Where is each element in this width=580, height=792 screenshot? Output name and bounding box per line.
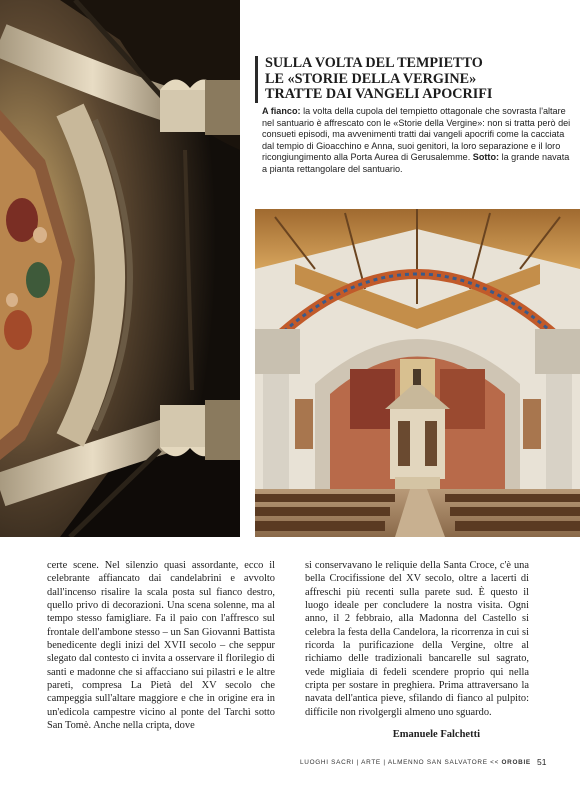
capital-top	[160, 79, 240, 135]
caption-lead-1: A fianco:	[262, 106, 301, 116]
vault-image	[0, 0, 240, 537]
caption-lead-2: Sotto:	[472, 152, 500, 163]
page-footer	[300, 759, 530, 766]
body-column-1: certe scene. Nel silenzio quasi assordante, ecco il celebrante affiancato dai candelabrini e avvolto dall'incenso risalire la scala posta sul fianco destro, quello privo di decorazioni. Una scena solenne, ma al tempo stesso famigliare. Fa il paio con l'affresco sul frontale dell'ambone stesso – un San Giovanni Battista benedicente degli inizi del XVII secolo – che seppur slegato dal contesto ci invita a osservare il florilegio di santi e madonne che si affacciano sui pilastri e le altre pareti, compresa La Pietà del XV secolo che campeggia sull'altare maggiore e che in origine era in un'edicola campestre vicino al ponte del Tarchì sotto San Tomè. Anche nella cripta, dove	[47, 560, 275, 732]
nave-photo	[255, 209, 580, 537]
footer-magazine: OROBIE	[501, 759, 531, 766]
vault-photo	[0, 0, 240, 537]
capital-bottom	[160, 400, 240, 460]
page-number: 51	[537, 757, 547, 767]
caption-text-2: la grande navata a pianta rettangolare del santuario.	[262, 152, 570, 174]
caption-text-1: la volta della cupola del tempietto ottagonale che sovrasta l'altare nel santuario è affrescato con le «Storie della Vergine»: non si tratta però dei consueti episodi, ma avvenimenti tratti dai vangeli apocrifi come la cacciata dal tempio di Gioacchino e Anna, suoi genitori, la loro separazione e il loro ricongiungimento alla Porta Aurea di Gerusalemme.	[262, 106, 571, 163]
headline-line-3: TRATTE DAI VANGELI APOCRIFI	[265, 86, 493, 102]
photo-caption	[262, 106, 574, 176]
article-author: Emanuele Falchetti	[392, 729, 480, 740]
headline-block	[255, 56, 575, 103]
headline-line-2: LE «STORIE DELLA VERGINE»	[265, 70, 477, 87]
nave-image	[255, 209, 580, 537]
headline-line-1: SULLA VOLTA DEL TEMPIETTO	[265, 55, 483, 71]
footer-section: LUOGHI SACRI | ARTE | ALMENNO SAN SALVATORE <<	[300, 759, 502, 766]
body-column-2: si conservavano le reliquie della Santa Croce, c'è una bella Crocifissione del XV secolo, oltre a lacerti di affreschi più recenti sulla parete sud. È questo il luogo ideale per concludere la nostra visita. Ogni anno, il 2 febbraio, alla Madonna del Castello si celebra la festa della Candelora, la ricorrenza in cui si ricorda la purificazione della Vergine, oltre al richiamo delle tradizionali bancarelle sul sagrato, vede migliaia di fedeli scendere proprio qui nella cripta per sostare in preghiera. Prima attraversano la navata dell'antica pieve, sfilando di fianco al pulpito: difficile non rivolgergli almeno uno sguardo.	[305, 560, 529, 718]
